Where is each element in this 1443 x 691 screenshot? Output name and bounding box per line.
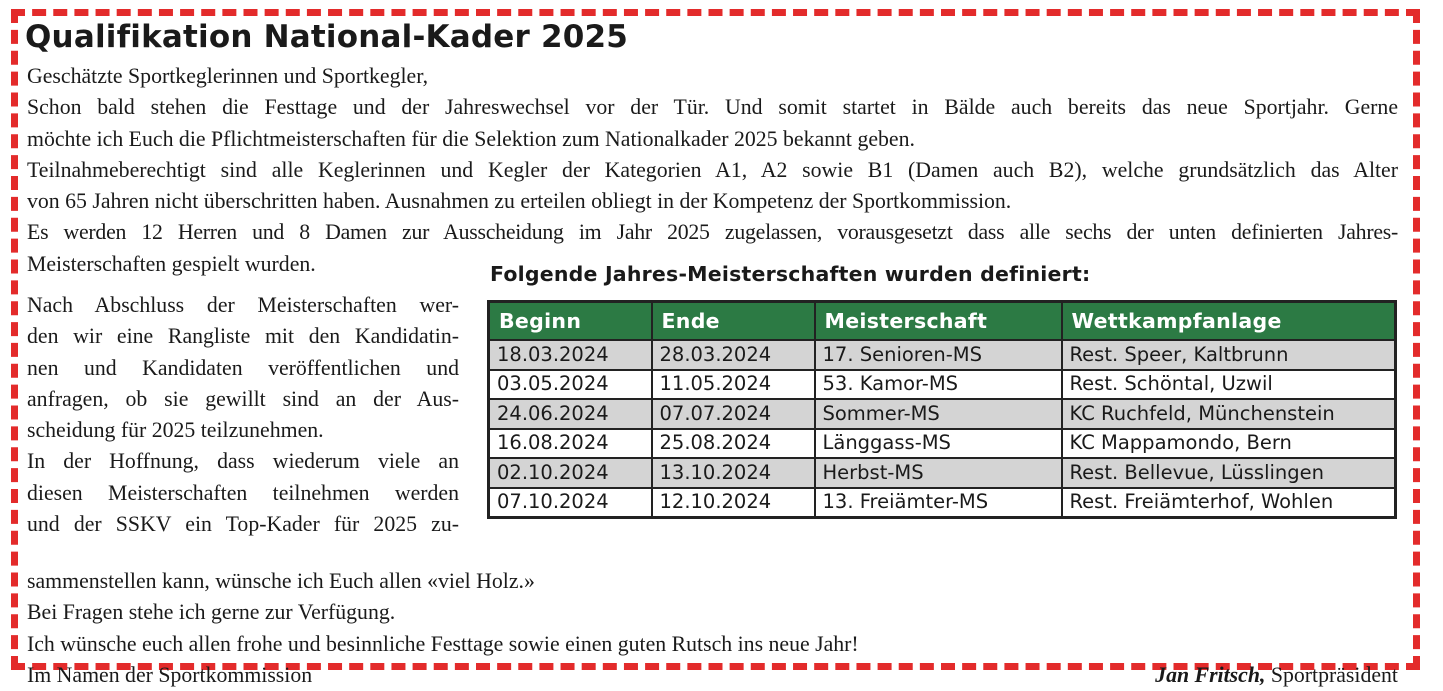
page-title: Qualifikation National-Kader 2025 [25, 19, 629, 55]
closing-line: sammenstellen kann, wünsche ich Euch allen «viel Holz.» [27, 569, 535, 593]
intro-text [27, 61, 1398, 280]
cell-beginn: 02.10.2024 [489, 458, 652, 488]
table-header-row [489, 302, 1396, 341]
table-row [489, 488, 1396, 518]
intro-line: möchte ich Euch die Pflichtmeisterschaften für die Selektion zum Nationalkader 2025 bekannt geben. [27, 126, 915, 151]
cell-meisterschaft: Länggass-MS [815, 429, 1062, 459]
cell-beginn: 18.03.2024 [489, 340, 652, 370]
cell-ende: 13.10.2024 [652, 458, 815, 488]
table-row [489, 458, 1396, 488]
cell-ende: 28.03.2024 [652, 340, 815, 370]
cell-ende: 12.10.2024 [652, 488, 815, 518]
intro-line: Meisterschaften gespielt wurden. [27, 251, 316, 276]
table-row [489, 370, 1396, 400]
intro-line: Teilnahmeberechtigt sind alle Keglerinnen und Kegler der Kategorien A1, A2 sowie B1 (Damen auch B2), welche grundsätzlich das Alter [27, 157, 1398, 182]
cell-beginn: 16.08.2024 [489, 429, 652, 459]
table-row [489, 399, 1396, 429]
cell-wettkampfanlage: Rest. Bellevue, Lüsslingen [1062, 458, 1396, 488]
header-meisterschaft: Meisterschaft [815, 302, 1062, 341]
intro-line: Schon bald stehen die Festtage und der Jahreswechsel vor der Tür. Und somit startet in Bälde auch bereits das neue Sportjahr. Gerne [27, 95, 1398, 120]
left-line: nen und Kandidaten veröffentlichen und [27, 355, 459, 380]
cell-wettkampfanlage: KC Ruchfeld, Münchenstein [1062, 399, 1396, 429]
cell-beginn: 24.06.2024 [489, 399, 652, 429]
cell-wettkampfanlage: Rest. Schöntal, Uzwil [1062, 370, 1396, 400]
left-line: und der SSKV ein Top-Kader für 2025 zu- [27, 512, 459, 537]
signoff-text: Im Namen der Sportkommission [27, 662, 313, 687]
left-line: diesen Meisterschaften teilnehmen werden [27, 480, 459, 505]
signature-name: Jan Fritsch, [1155, 662, 1266, 687]
left-line: scheidung für 2025 teilzunehmen. [27, 418, 324, 443]
left-line: anfragen, ob sie gewillt sind an der Aus- [27, 386, 459, 411]
cell-wettkampfanlage: KC Mappamondo, Bern [1062, 429, 1396, 459]
header-ende: Ende [652, 302, 815, 341]
table-row [489, 429, 1396, 459]
cell-meisterschaft: 13. Freiämter-MS [815, 488, 1062, 518]
cell-meisterschaft: Herbst-MS [815, 458, 1062, 488]
left-column-text [27, 290, 459, 540]
cell-wettkampfanlage: Rest. Speer, Kaltbrunn [1062, 340, 1396, 370]
cell-ende: 11.05.2024 [652, 370, 815, 400]
cell-ende: 07.07.2024 [652, 399, 815, 429]
left-line: den wir eine Rangliste mit den Kandidatin- [27, 324, 459, 349]
closing-line: Bei Fragen stehe ich gerne zur Verfügung. [27, 600, 396, 625]
cell-beginn: 07.10.2024 [489, 488, 652, 518]
signature-role: Sportpräsident [1265, 662, 1398, 687]
cell-beginn: 03.05.2024 [489, 370, 652, 400]
table-title: Folgende Jahres-Meisterschaften wurden definiert: [490, 262, 1091, 286]
left-line: In der Hoffnung, dass wiederum viele an [27, 449, 459, 474]
intro-line: Geschätzte Sportkeglerinnen und Sportkegler, [27, 64, 429, 88]
header-beginn: Beginn [489, 302, 652, 341]
closing-text [27, 566, 1398, 691]
header-wettkampfanlage: Wettkampfanlage [1062, 302, 1396, 341]
table-row [489, 340, 1396, 370]
cell-wettkampfanlage: Rest. Freiämterhof, Wohlen [1062, 488, 1396, 518]
left-line: Nach Abschluss der Meisterschaften wer- [27, 293, 459, 317]
signature [1155, 660, 1398, 691]
intro-line: von 65 Jahren nicht überschritten haben. Ausnahmen zu erteilen obliegt in der Kompetenz der Sportkommission. [27, 189, 1012, 214]
intro-line: Es werden 12 Herren und 8 Damen zur Ausscheidung im Jahr 2025 zugelassen, vorausgesetzt dass alle sechs der unten definierten Jahres- [27, 220, 1398, 245]
cell-meisterschaft: 53. Kamor-MS [815, 370, 1062, 400]
signoff-row [27, 660, 1398, 691]
closing-line: Ich wünsche euch allen frohe und besinnliche Festtage sowie einen guten Rutsch ins neue Jahr! [27, 631, 859, 656]
cell-meisterschaft: 17. Senioren-MS [815, 340, 1062, 370]
cell-ende: 25.08.2024 [652, 429, 815, 459]
cell-meisterschaft: Sommer-MS [815, 399, 1062, 429]
championship-table [487, 300, 1397, 519]
